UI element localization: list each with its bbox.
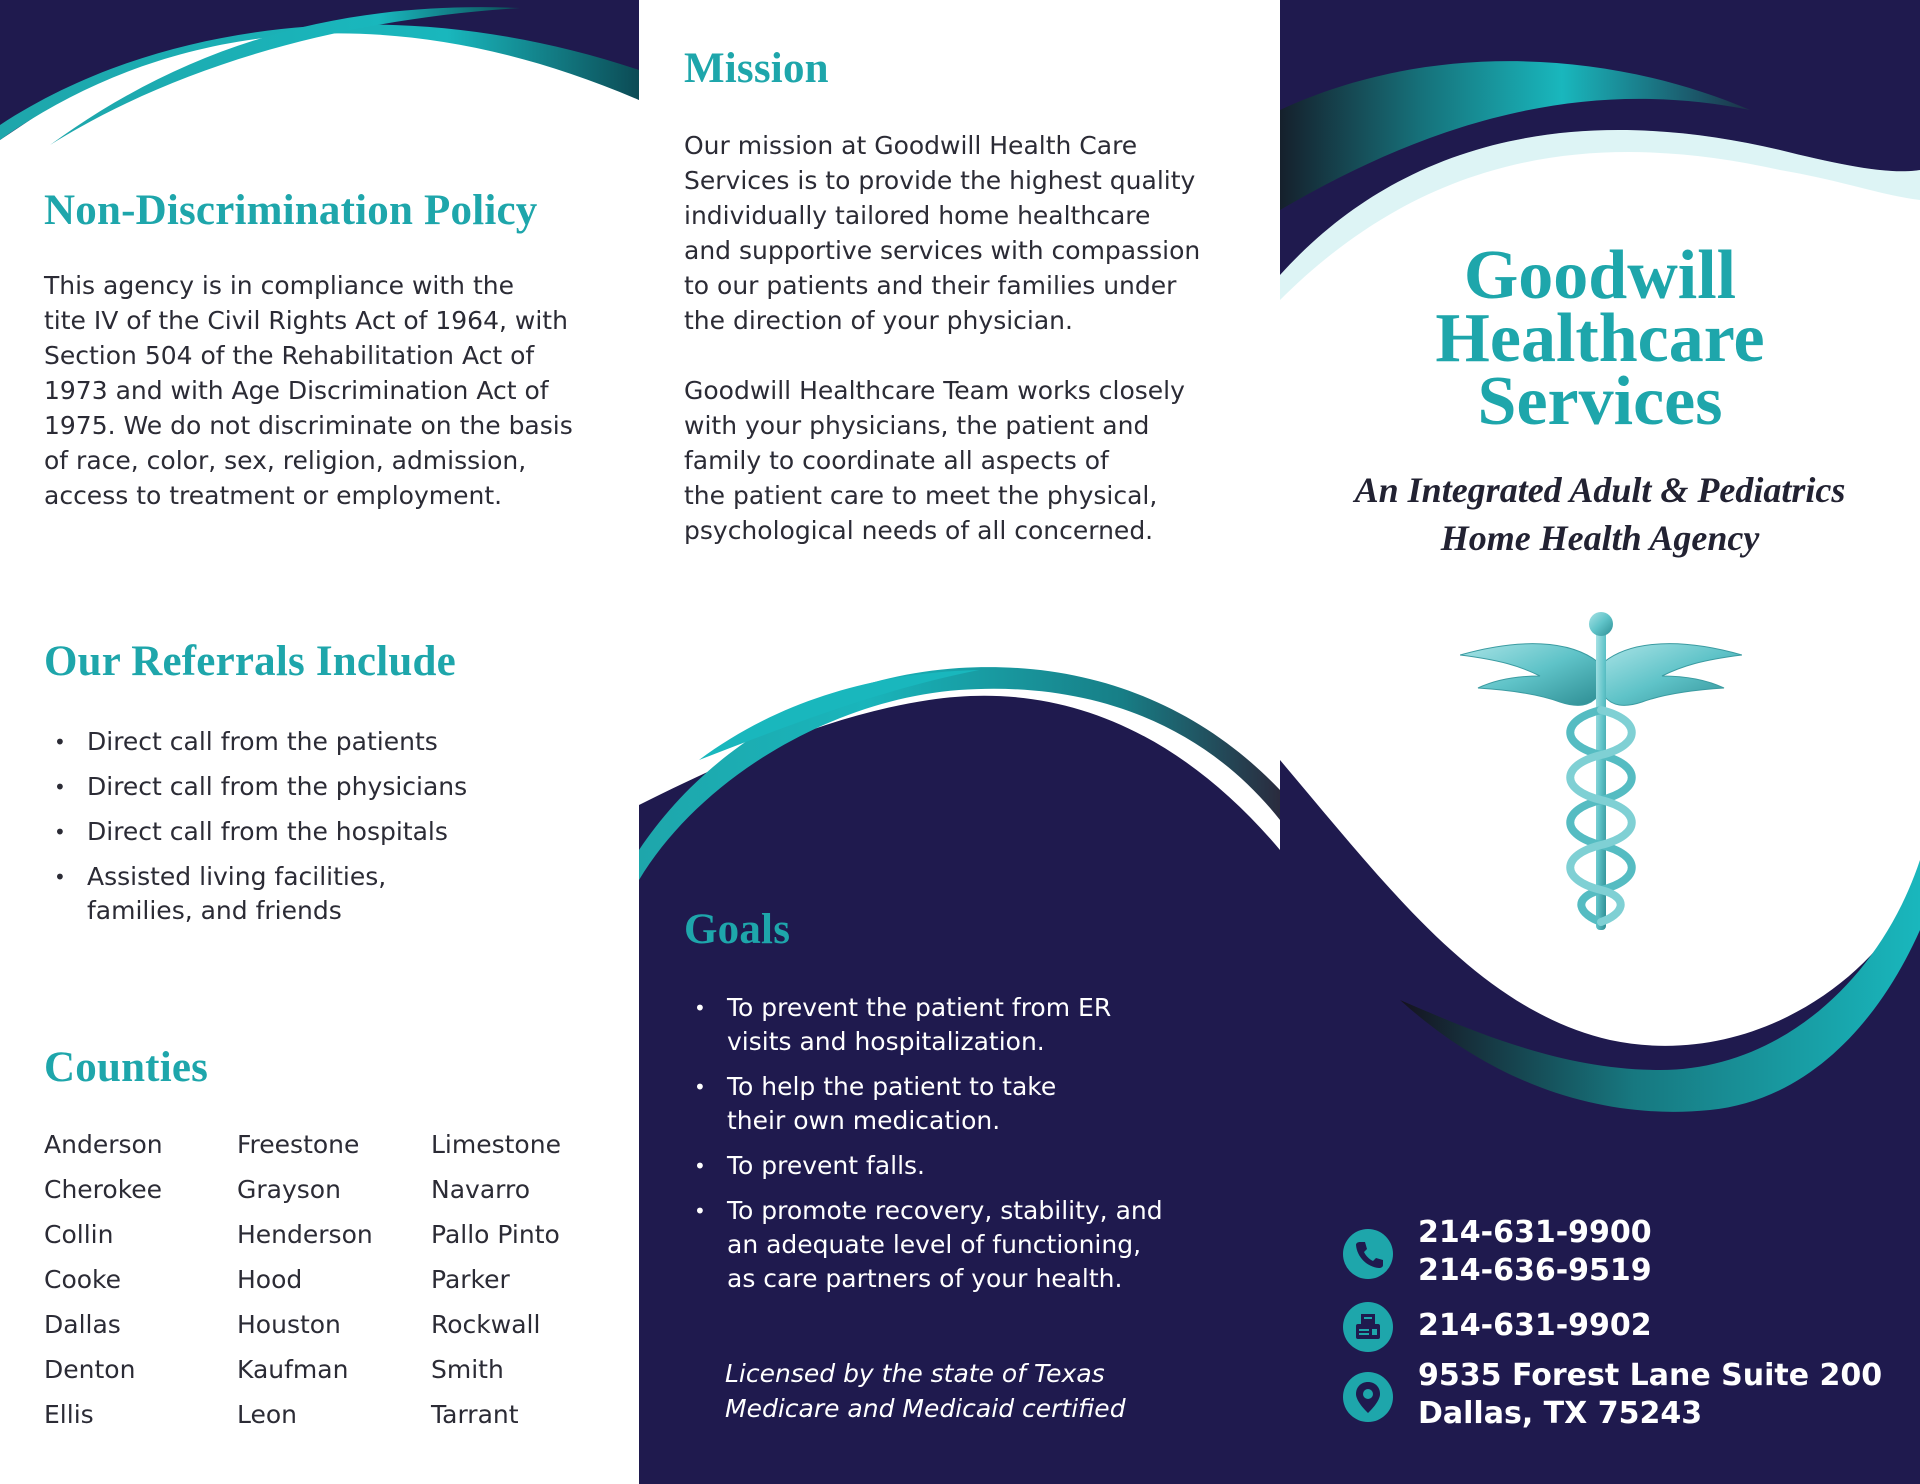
county-name: Kaufman <box>237 1355 349 1384</box>
county-name: Houston <box>237 1310 341 1339</box>
county-name: Anderson <box>44 1130 163 1159</box>
fax-icon <box>1343 1302 1393 1352</box>
county-name: Leon <box>237 1400 298 1429</box>
county-name: Dallas <box>44 1310 121 1339</box>
goals-heading: Goals <box>684 906 791 953</box>
non-discrimination-heading: Non-Discrimination Policy <box>44 187 538 234</box>
list-item: • To promote recovery, stability, and an adequate level of functioning, as care partners of your health. <box>684 1194 1163 1296</box>
referrals-heading: Our Referrals Include <box>44 638 456 685</box>
left-panel <box>0 0 639 1484</box>
county-name: Hood <box>237 1265 303 1294</box>
mission-heading: Mission <box>684 45 829 92</box>
counties-column-1 <box>44 1122 234 1437</box>
phone-icon <box>1343 1229 1393 1279</box>
list-item: • To prevent falls. <box>684 1149 1163 1183</box>
list-item: • To prevent the patient from ER visits and hospitalization. <box>684 991 1163 1059</box>
address: 9535 Forest Lane Suite 200 Dallas, TX 75243 <box>1418 1358 1883 1431</box>
county-name: Denton <box>44 1355 136 1384</box>
county-name: Freestone <box>237 1130 360 1159</box>
county-name: Tarrant <box>431 1400 519 1429</box>
list-item: • To help the patient to take their own medication. <box>684 1070 1163 1138</box>
fax-number[interactable]: 214-631-9902 <box>1418 1308 1652 1343</box>
mission-paragraph-1: Our mission at Goodwill Health Care Services is to provide the highest quality individually tailored home healthcare and supportive services with compassion to our patients and their families under the direction of your physician. <box>684 131 1201 335</box>
counties-column-2 <box>237 1122 427 1437</box>
county-name: Parker <box>431 1265 510 1294</box>
brand-title: Goodwill Healthcare Services <box>1435 237 1765 440</box>
county-name: Collin <box>44 1220 114 1249</box>
county-name: Henderson <box>237 1220 373 1249</box>
location-pin-icon <box>1343 1372 1393 1422</box>
county-name: Smith <box>431 1355 504 1384</box>
county-name: Rockwall <box>431 1310 541 1339</box>
county-name: Cooke <box>44 1265 122 1294</box>
county-name: Ellis <box>44 1400 94 1429</box>
county-name: Cherokee <box>44 1175 163 1204</box>
mission-paragraph-2: Goodwill Healthcare Team works closely with your physicians, the patient and family to coordinate all aspects of the patient care to meet the physical, psychological needs of all concerned. <box>684 376 1185 545</box>
license-statement: Licensed by the state of Texas Medicare and Medicaid certified <box>725 1359 1126 1423</box>
brand-subtitle: An Integrated Adult & Pediatrics Home Health Agency <box>1354 470 1846 558</box>
list-item: • Direct call from the physicians <box>44 770 467 804</box>
list-item: • Direct call from the hospitals <box>44 815 467 849</box>
list-item: • Assisted living facilities, families, and friends <box>44 860 467 928</box>
county-name: Limestone <box>431 1130 561 1159</box>
right-panel <box>1280 0 1920 1484</box>
referrals-list <box>44 725 467 939</box>
top-wave-decoration <box>0 0 639 200</box>
caduceus-icon <box>1460 610 1742 936</box>
non-discrimination-text: This agency is in compliance with the tite IV of the Civil Rights Act of 1964, with Section 504 of the Rehabilitation Act of 1973 and with Age Discrimination Act of 1975. We do not discriminate on the basis of race, color, sex, religion, admission, access to treatment or employment. <box>44 271 573 510</box>
phone-numbers[interactable]: 214-631-9900 214-636-9519 <box>1418 1215 1652 1288</box>
counties-heading: Counties <box>44 1044 209 1091</box>
county-name: Navarro <box>431 1175 530 1204</box>
goals-list <box>684 991 1163 1307</box>
middle-panel <box>639 0 1280 1484</box>
county-name: Pallo Pinto <box>431 1220 560 1249</box>
list-item: • Direct call from the patients <box>44 725 467 759</box>
county-name: Grayson <box>237 1175 341 1204</box>
counties-column-3 <box>431 1122 621 1437</box>
